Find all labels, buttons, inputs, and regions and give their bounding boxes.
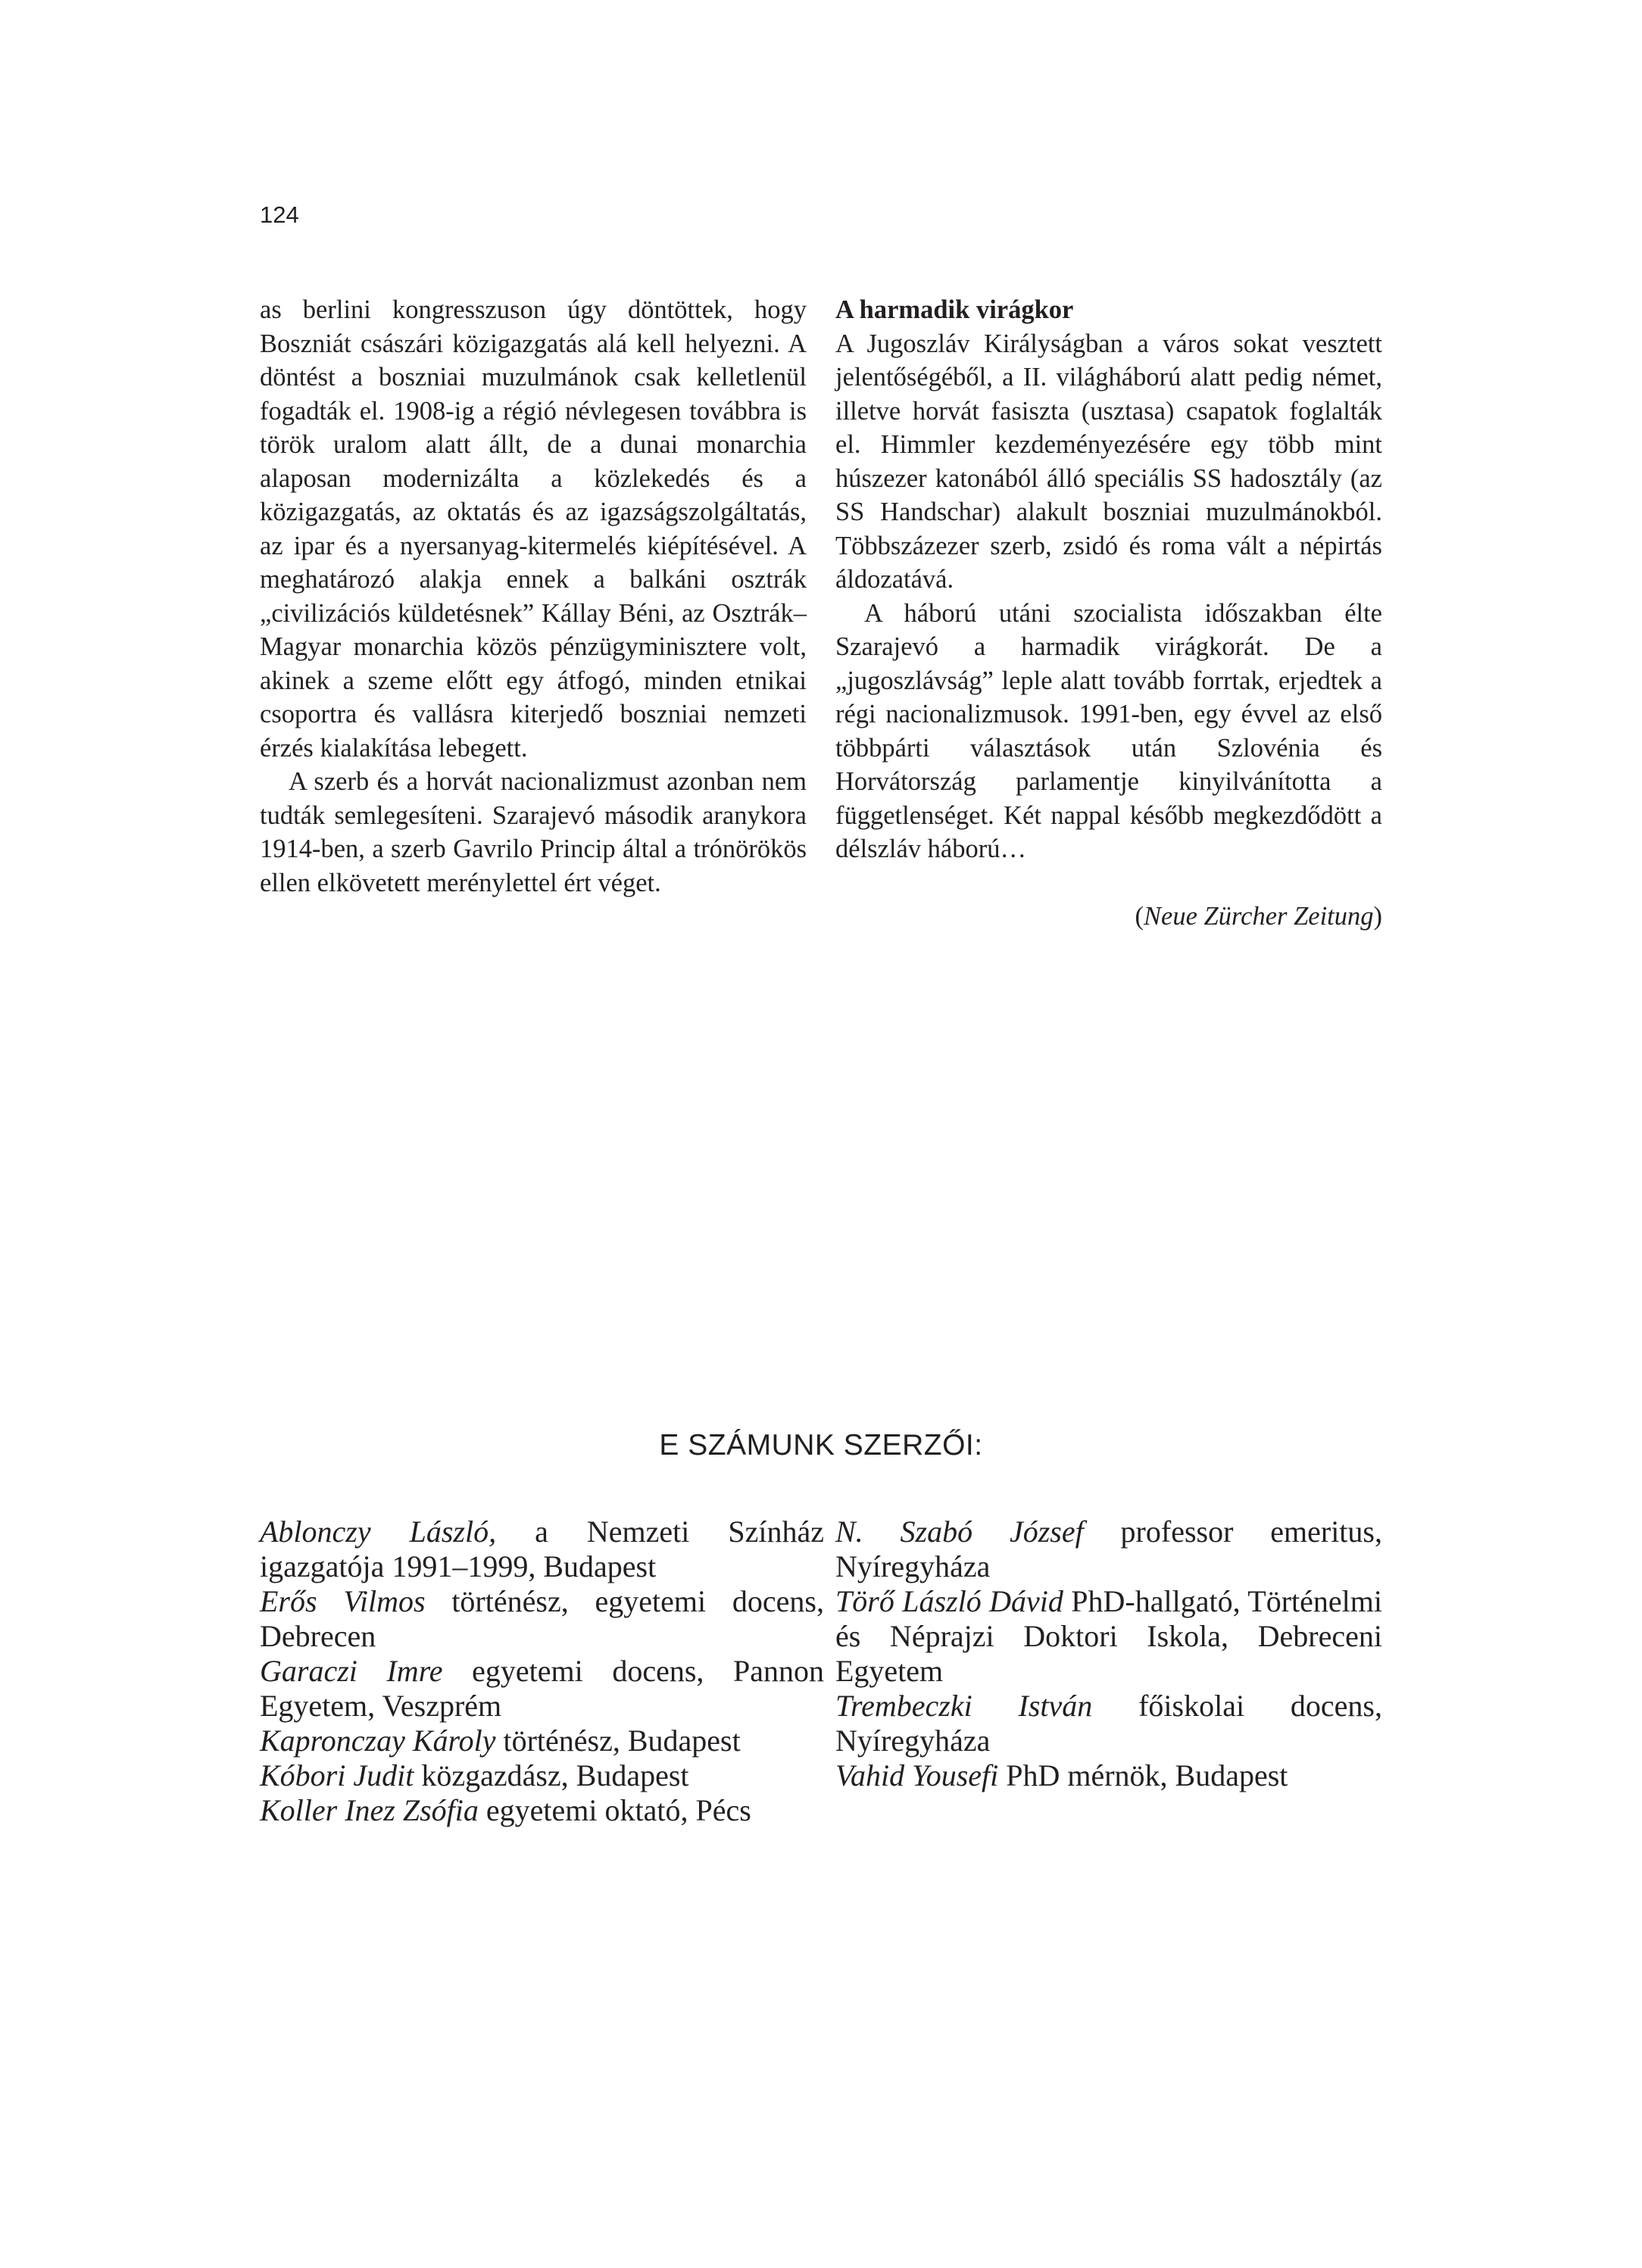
author-name: Kóbori Judit xyxy=(260,1758,414,1792)
author-entry xyxy=(260,1724,824,1758)
author-description: közgazdász, Budapest xyxy=(414,1758,689,1792)
author-description: egyetemi oktató, Pécs xyxy=(478,1793,751,1827)
author-name: Kapronczay Károly xyxy=(260,1724,496,1758)
source-citation xyxy=(835,900,1382,934)
author-name: Ablonczy László, xyxy=(260,1515,497,1549)
section-heading: A harmadik virágkor xyxy=(835,295,1074,324)
right-paragraph-2: A háború utáni szocialista időszakban élte Szarajevó a harmadik virágkorát. De a „jugoszlávság” leple alatt tovább forrtak, erjedtek a régi nacionalizmusok. 1991-ben, egy évvel az első többpárti választások után Szlovénia és Horvátország parlamentje kinyilvánította a függetlenséget. Két nappal később megkezdődött a délszláv háború… xyxy=(835,598,1382,863)
author-description: PhD mérnök, Budapest xyxy=(998,1758,1288,1792)
author-entry xyxy=(835,1689,1382,1758)
authors-title: E SZÁMUNK SZERZŐI: xyxy=(659,1429,983,1462)
source-name: Neue Zürcher Zeitung xyxy=(1144,901,1374,931)
author-entry xyxy=(260,1584,824,1654)
author-name: Törő László Dávid xyxy=(835,1584,1063,1618)
author-description: a Nemzeti Színház igazgatója 1991–1999, Budapest xyxy=(260,1515,824,1583)
author-description: professor emeritus, Nyíregyháza xyxy=(835,1515,1382,1583)
author-description: PhD-hallgató, Történelmi és Néprajzi Doktori Iskola, Debreceni Egyetem xyxy=(835,1584,1383,1688)
author-entry xyxy=(260,1654,824,1724)
author-entry xyxy=(835,1515,1382,1584)
authors-right-column xyxy=(835,1515,1382,1793)
page-number: 124 xyxy=(260,201,299,228)
author-description: történész, Budapest xyxy=(495,1724,741,1758)
left-paragraph-2: A szerb és a horvát nacionalizmust azonban nem tudták semlegesíteni. Szarajevó második aranykora 1914-ben, a szerb Gavrilo Princip által a trónörökös ellen elkövetett merénylettel ért véget. xyxy=(260,767,807,897)
source-open-paren: ( xyxy=(1135,901,1144,931)
author-entry xyxy=(260,1515,824,1584)
author-entry xyxy=(260,1793,824,1828)
author-name: Garaczi Imre xyxy=(260,1654,443,1688)
author-name: Koller Inez Zsófia xyxy=(260,1793,479,1827)
left-paragraph-1: as berlini kongresszuson úgy döntöttek, hogy Boszniát császári közigazgatás alá kell helyezni. A döntést a boszniai muzulmánok csak kelletlenül fogadták el. 1908-ig a régió névlegesen továbbra is török uralom alatt állt, de a dunai monarchia alaposan modernizálta a közlekedés és a közigazgatás, az oktatás és az igazságszolgáltatás, az ipar és a nyersanyag-kitermelés kiépítésével. A meghatározó alakja ennek a balkáni osztrák „civilizációs küldetésnek” Kállay Béni, az Osztrák–Magyar monarchia közös pénzügyminisztere volt, akinek a szeme előtt egy átfogó, minden etnikai csoportra és vallásra kiterjedő boszniai nemzeti érzés kialakítása lebegett. xyxy=(260,295,807,763)
author-name: Erős Vilmos xyxy=(260,1584,426,1618)
author-entry xyxy=(835,1758,1382,1793)
left-text-column xyxy=(260,293,807,900)
author-name: Trembeczki István xyxy=(835,1689,1093,1723)
right-text-column xyxy=(835,293,1382,933)
author-entry xyxy=(835,1584,1382,1689)
right-paragraph-1: A Jugoszláv Királyságban a város sokat vesztett jelentőségéből, a II. világháború alatt pedig német, illetve horvát fasiszta (usztasa) csapatok foglalták el. Himmler kezdeményezésére egy több mint húszezer katonából álló speciális SS hadosztály (az SS Handschar) alakult boszniai muzulmánokból. Többszázezer szerb, zsidó és roma vált a népirtás áldozatává. xyxy=(835,329,1382,594)
author-description: egyetemi docens, Pannon Egyetem, Veszprém xyxy=(260,1654,824,1723)
author-name: Vahid Yousefi xyxy=(835,1758,999,1792)
author-description: főiskolai docens, Nyíregyháza xyxy=(835,1689,1382,1758)
authors-left-column xyxy=(260,1515,824,1828)
author-description: történész, egyetemi docens, Debrecen xyxy=(260,1584,824,1653)
author-entry xyxy=(260,1758,824,1793)
author-name: N. Szabó József xyxy=(835,1515,1084,1549)
source-close-paren: ) xyxy=(1373,901,1382,931)
